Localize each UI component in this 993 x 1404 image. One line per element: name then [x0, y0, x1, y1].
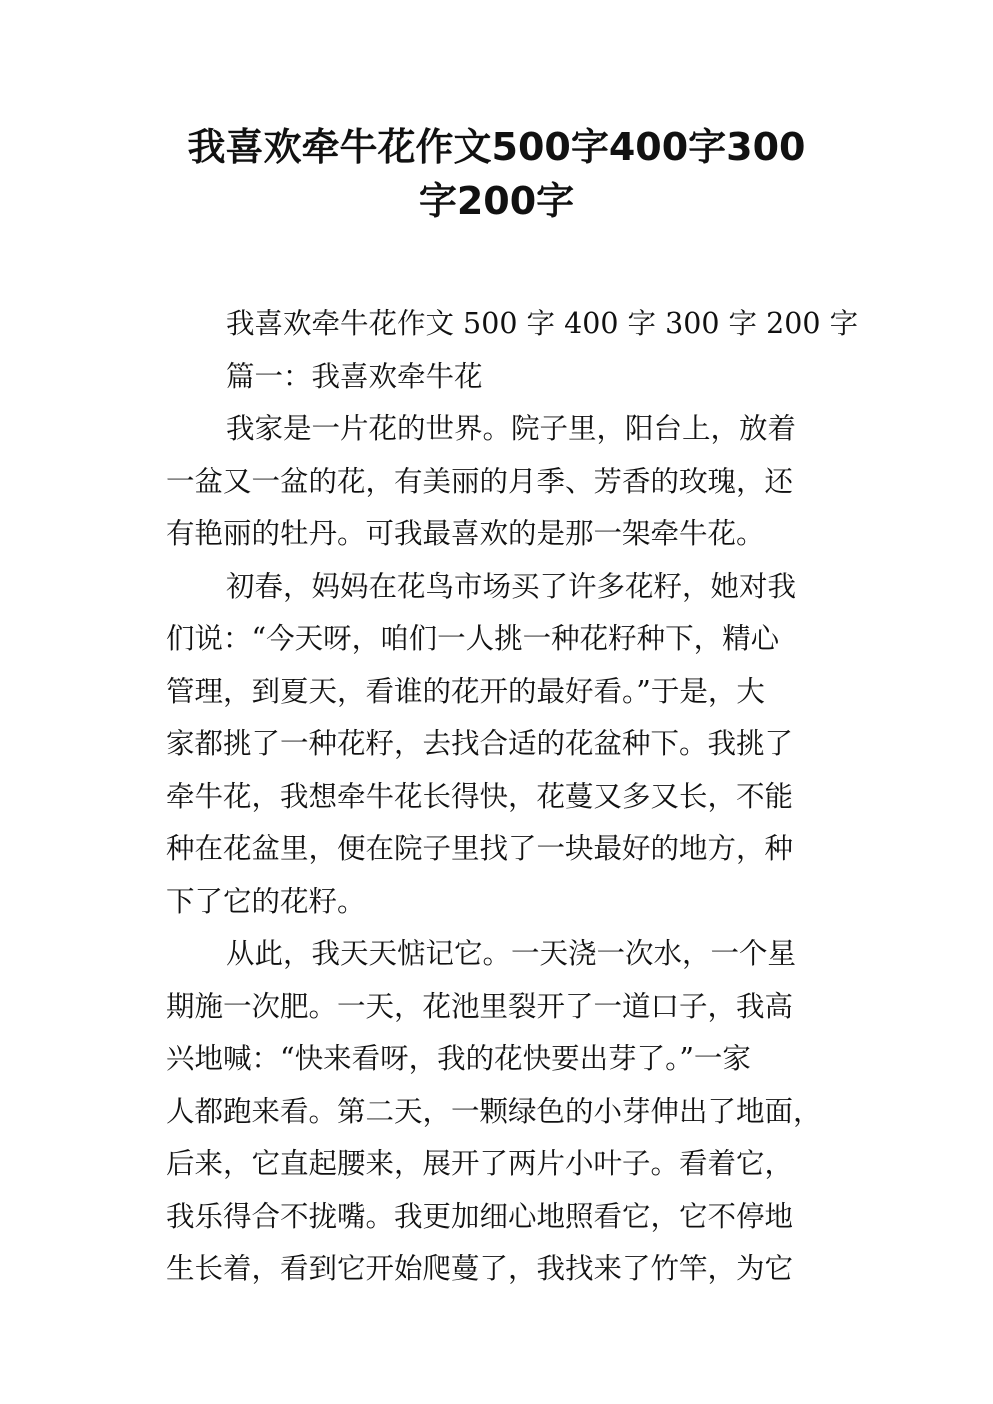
title-line: 字200字 — [418, 179, 575, 223]
document-title — [120, 120, 873, 228]
body-line: 初春，妈妈在花鸟市场买了许多花籽，她对我 — [226, 569, 797, 603]
title-line: 我喜欢牵牛花作文500字400字300 — [187, 125, 806, 169]
body-line: 管理，到夏天，看谁的花开的最好看。”于是，大 — [166, 674, 765, 708]
body-line: 后来，它直起腰来，展开了两片小叶子。看着它， — [166, 1147, 794, 1180]
body-line: 有艳丽的牡丹。可我最喜欢的是那一架牵牛花。 — [166, 517, 765, 550]
body-line: 种在花盆里，便在院子里找了一块最好的地方，种 — [166, 832, 794, 865]
body-line: 生长着，看到它开始爬蔓了，我找来了竹竿，为它 — [166, 1252, 794, 1285]
body-line: 篇一：我喜欢牵牛花 — [226, 359, 483, 393]
body-line: 牵牛花，我想牵牛花长得快，花蔓又多又长，不能 — [166, 779, 794, 813]
body-line: 下了它的花籽。 — [166, 884, 366, 918]
body-line: 们说：“今天呀，咱们一人挑一种花籽种下，精心 — [166, 622, 780, 655]
body-line: 家都挑了一种花籽，去找合适的花盆种下。我挑了 — [166, 727, 794, 760]
body-line: 我喜欢牵牛花作文 500 字 400 字 300 字 200 字 — [226, 307, 859, 340]
body-line: 一盆又一盆的花，有美丽的月季、芳香的玫瑰，还 — [166, 464, 794, 498]
body-line: 从此，我天天惦记它。一天浇一次水，一个星 — [226, 937, 797, 970]
body-line: 期施一次肥。一天，花池里裂开了一道口子，我高 — [166, 989, 794, 1023]
body-line: 兴地喊：“快来看呀，我的花快要出芽了。”一家 — [166, 1042, 751, 1075]
body-line: 人都跑来看。第二天，一颗绿色的小芽伸出了地面， — [166, 1094, 822, 1128]
body-line: 我乐得合不拢嘴。我更加细心地照看它，它不停地 — [166, 1199, 794, 1233]
document-body — [166, 298, 859, 1296]
body-line: 我家是一片花的世界。院子里，阳台上，放着 — [226, 412, 797, 445]
